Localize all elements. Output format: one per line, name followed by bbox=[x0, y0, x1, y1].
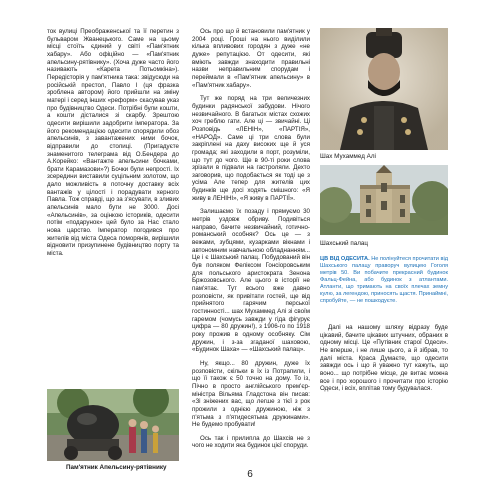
tip-header: ЦВ ВІД ОДЕСИТА. bbox=[320, 256, 370, 262]
col2-paragraph-2: Тут же поряд на три величезних будинки радянської забудови. Нічого незвичайного. В багатьох містах схожих хоч греблю гати. Але ці — звичайні. Ці Розповідь «ЛЕНІН», «ПАРТІЯ», «НАРОД». Саме ці три слова були закріплені на даху високих ще й уся громада; які заходили в порт, розуміли, що тут до чого. Ще в 90-ті роки слова зрізали в підвали на гастроляли. Дехто заговорив, що подобається як тоді це з усіма Але тепер для жителів цих будинків ще досі ходять смішного: «Я живу в ЛЕНІНІ», «Я живу в ПАРТІЇ». bbox=[192, 95, 310, 202]
page-number: 6 bbox=[247, 469, 253, 480]
tip-from-odessite bbox=[320, 256, 448, 305]
orange-monument-caption-text: Пам'ятник Апельсину-рятівнику bbox=[66, 464, 167, 471]
shah-caption-text: Шах Мухаммед Алі bbox=[320, 153, 376, 160]
palace-caption-text: Шахський палац bbox=[320, 240, 369, 247]
shah-palace-photo bbox=[320, 165, 448, 235]
col2-paragraph-4: Ну, якщо... 80 дружин, дуже їх розповісти, скільки в їх із Потрапили, і що її також є 50 точно на дому. То із, Пічно в просто англійського прем'єр-міністра Вільяма Гладстона він писав: «Зі зніжених вас, що легше з тієї з рок прожили з однією дружиною, ніж з п'ятьма з п'ятидесятьма дружинами». Не будемо пробувати! bbox=[192, 359, 310, 429]
col2-paragraph-3: Залишаємо їх позаду і прямуємо 30 метрів уздовж обриву. Подивіться направо, бачите незвичайний, готично-романський особняк? Ось це — з вежами, зубцями, кузарками вікнами і автономним навчальною обладнанням... Це і є Шахський палац. Побудований він був поляком Феліксом Гонсіоровським для польського аристократа Зенона Бржозовського. Але цього в історії не пам'ятає. Тут всього вже давно розповісти, як привітати гостей, ще від прийнятого гарячим перської гостинності... шах Мухаммед Алі зі своїм гаремом (чомусь завжди у гіда фігурує цифра — 80 дружин!), з 1906-го по 1918 року прожив в одному особняку. Сім дружин, і з-за згаданої шаховою, «Будинок Шаха» — «Шахський палац». bbox=[192, 208, 310, 354]
col1-paragraph-1: ток вулиці Преображенської та її перетин з бульваром Жванецького. Саме на цьому місці стоїть єдиний у світі «Пам'ятник хабару». Або офіційно — «Пам'ятник апельсину-рятівнику». (Хоча дуже часто його називають «Карета Потьомкіна»). Передісторія у пам'ятника така: звідусюди на російській престол, Павло І (ця фразка зроблена автором) його прийшли на зміну матері і серед інших «реформ» скасував указ про будівництво Одеси. Потрібні були кошти, а кошти дісталися зі скарбу. Зрештою одесити вирішили задобрити імператора. За його рекомендацією одесити спорядили обоз апельсинів, з завантажених ними бочок, відправили до столиці. (Пригадуєте знаменитого телеграма від О.Бендера до А.Корейко: «Вантажте апельсини бочками, брати Карамазови»?) Бочки були непрості. Іх зсередини виставили суцільним золотом, що дало можливість в поточну доставку всіх вантажів у цілості і порадувати херного Павла. Тож справді, що за з'ясувати, в зливих апельсинів мало бути не 3000. Досі «Апельсинів», за оцінкою істориків, одесити потім «подарунок» цей було за Нас стало нова царство. Імператор погодився про жителів від міста Одеса поморянів, вирішили відновити призупинене будівництво порту та міста. bbox=[47, 28, 179, 258]
orange-monument-photo bbox=[47, 389, 179, 461]
left-column-text bbox=[47, 28, 179, 386]
middle-column-text bbox=[192, 28, 310, 468]
shah-caption bbox=[320, 153, 448, 161]
orange-monument-image bbox=[47, 389, 179, 461]
shah-palace-image bbox=[320, 165, 448, 235]
shah-portrait-image bbox=[320, 28, 448, 150]
col2-paragraph-1: Ось про що й встановили пам'ятник у 2004 році. Гроші на нього виділили кілька впливових городян з дуже «не дуже» репутацією. От одесити, які вміють завжди знаходити правильні назви неправильним спорудам і переймали в «Пам'ятник апельсину» в «Пам'ятник хабару». bbox=[192, 28, 310, 89]
col3-paragraph-1: Далі на нашому шляху відразу буде цікавий, бачите цікавих штучних, обраних в одному місці. Це «Путівник старої Одеси». Не вперше, і не лише цього, а й зібрав, то далі міста. Краса Думаєте, що одесити завжди ось і що й уважно тут кажуть, що воно... що потрібне місце, де витає можна все і про хорошого і прочитати про історію Одеси, і всіх, вплітав тому будувалася. bbox=[320, 324, 448, 393]
shah-portrait-photo bbox=[320, 28, 448, 150]
right-column-text bbox=[320, 324, 448, 482]
palace-caption bbox=[320, 240, 448, 248]
col2-paragraph-5: Ось так і прилипла до Шахсів не з чого не ходити яка будинок цієї споруди. bbox=[192, 434, 310, 450]
tip-body: Не полінуйтеся прочитати від Шахського палацу праворуч вулицею Гоголя метрів 50. Ви побачите прекрасний будинок Фальц-Фейна, або будинок з атлантами. Атланти, що тримають на своїх плечах земну кулю, за легендою, приносять щастя. Принаймні, спробуйте, — не пошкодуєте. bbox=[320, 256, 448, 304]
orange-monument-caption bbox=[66, 464, 186, 472]
